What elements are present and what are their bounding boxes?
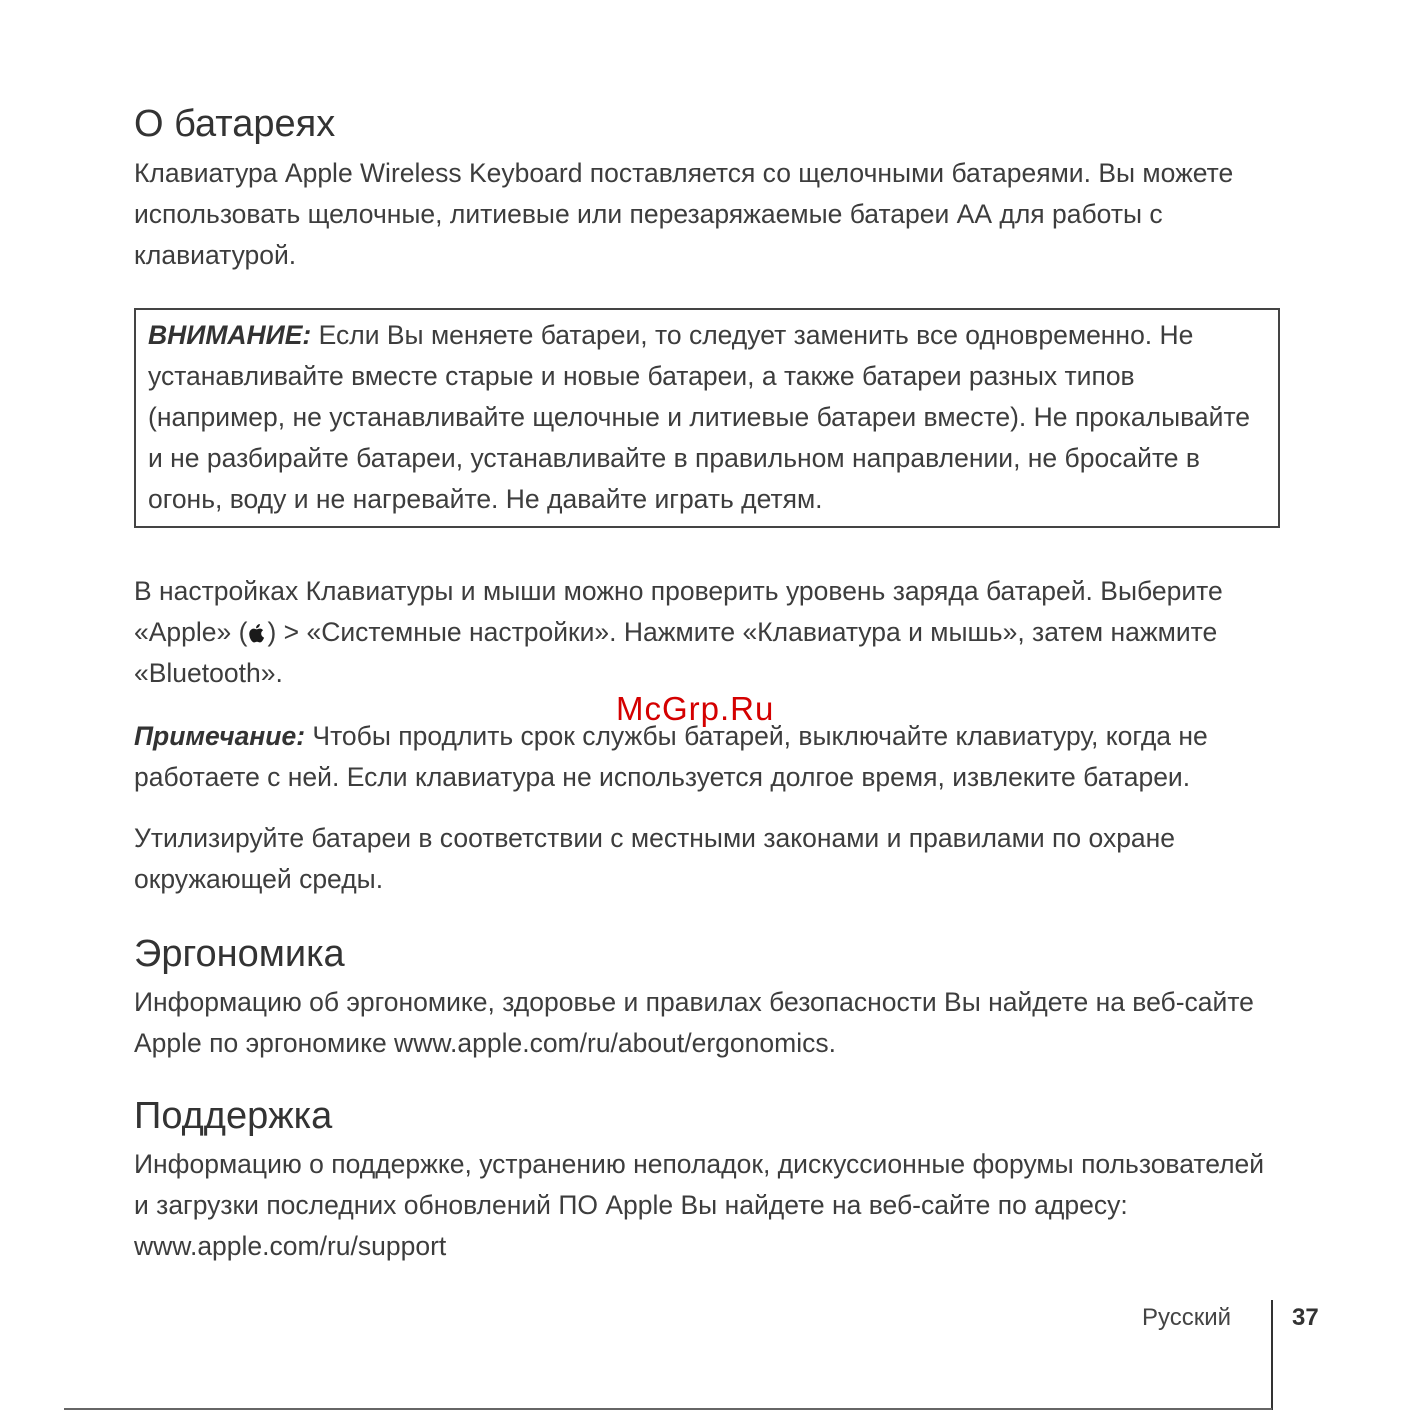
- heading-batteries: О батареях: [134, 103, 336, 145]
- warning-label: ВНИМАНИЕ:: [148, 320, 312, 350]
- note-paragraph: [134, 716, 1284, 798]
- heading-ergonomics: Эргономика: [134, 933, 345, 975]
- settings-paragraph: [134, 571, 1284, 694]
- support-paragraph: Информацию о поддержке, устранению неполадок, дискуссионные форумы пользователей и загрузки последних обновлений ПО Apple Вы найдете на веб-сайте по адресу: www.apple.com/ru/support: [134, 1149, 1265, 1261]
- settings-text-before: В настройках Клавиатуры и мыши можно проверить уровень заряда батарей. Выберите «Apple» (: [134, 576, 1223, 647]
- warning-paragraph: [148, 315, 1268, 520]
- footer-divider: [1271, 1300, 1273, 1410]
- heading-support: Поддержка: [134, 1095, 333, 1137]
- page-number: 37: [1292, 1304, 1319, 1331]
- batteries-intro: Клавиатура Apple Wireless Keyboard поставляется со щелочными батареями. Вы можете использовать щелочные, литиевые или перезаряжаемые батареи АА для работы с клавиатурой.: [134, 158, 1234, 270]
- bottom-divider: [64, 1408, 1272, 1410]
- settings-text-after: ) > «Системные настройки». Нажмите «Клавиатура и мышь», затем нажмите «Bluetooth».: [134, 617, 1218, 688]
- warning-box: [134, 308, 1280, 528]
- watermark: McGrp.Ru: [616, 690, 775, 727]
- footer-language: Русский: [1142, 1304, 1232, 1331]
- apple-logo-icon: [247, 622, 267, 644]
- ergonomics-paragraph: Информацию об эргономике, здоровье и правилах безопасности Вы найдете на веб-сайте Apple по эргономике www.apple.com/ru/about/ergonomics.: [134, 987, 1254, 1058]
- warning-text: Если Вы меняете батареи, то следует заменить все одновременно. Не устанавливайте вместе старые и новые батареи, а также батареи разных типов (например, не устанавливайте щелочные и литиевые батареи вместе). Не прокалывайте и не разбирайте батареи, устанавливайте в правильном направлении, не бросайте в огонь, воду и не нагревайте. Не давайте играть детям.: [148, 320, 1251, 514]
- note-label: Примечание:: [134, 721, 306, 751]
- disposal-paragraph: Утилизируйте батареи в соответствии с местными законами и правилами по охране окружающей среды.: [134, 823, 1176, 894]
- note-text: Чтобы продлить срок службы батарей, выключайте клавиатуру, когда не работаете с ней. Если клавиатура не используется долгое время, извлеките батареи.: [134, 721, 1208, 792]
